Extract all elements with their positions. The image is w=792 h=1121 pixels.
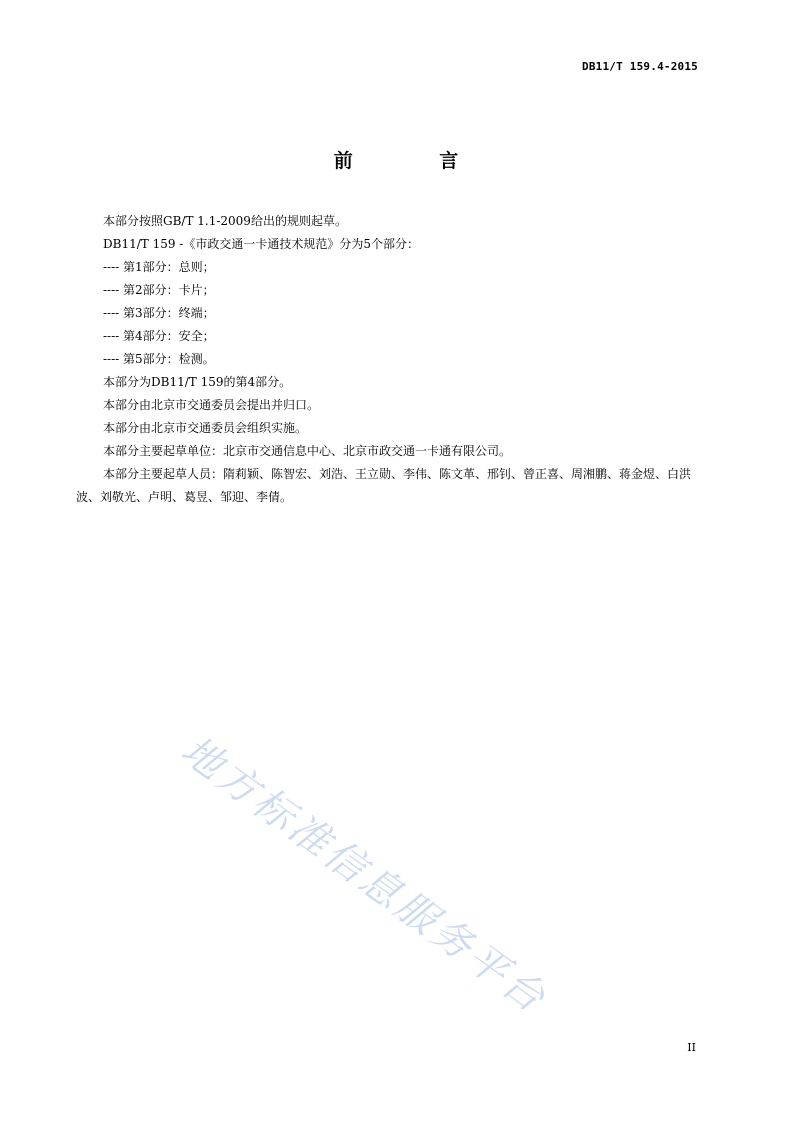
paragraph-proposed-by: 本部分由北京市交通委员会提出并归口。 [103, 398, 320, 412]
page-title: 前 言 [333, 150, 499, 172]
list-item-part-5: ---- 第5部分：检测。 [103, 352, 215, 366]
list-item-part-4: ---- 第4部分：安全； [103, 329, 215, 343]
page-number: II [687, 1041, 696, 1054]
list-item-part-3: ---- 第3部分：终端； [103, 306, 215, 320]
paragraph-drafting-rule: 本部分按照GB/T 1.1-2009给出的规则起草。 [103, 214, 347, 228]
paragraph-drafting-units: 本部分主要起草单位：北京市交通信息中心、北京市政交通一卡通有限公司。 [103, 444, 512, 458]
paragraph-implemented-by: 本部分由北京市交通委员会组织实施。 [103, 421, 308, 435]
document-body [76, 210, 706, 509]
paragraph-drafters: 本部分主要起草人员：隋莉颖、陈智宏、刘浩、王立勋、李伟、陈文革、邢钊、曾正喜、周湘鹏、蒋金煜、白洪波、刘敬光、卢明、葛昱、邹迎、李倩。 [76, 467, 692, 504]
watermark: 地方标准信息服务平台 [172, 727, 556, 1024]
paragraph-this-part: 本部分为DB11/T 159的第4部分。 [103, 375, 292, 389]
document-code: DB11/T 159.4-2015 [582, 60, 698, 73]
paragraph-parts-intro: DB11/T 159 -《市政交通一卡通技术规范》分为5个部分： [103, 237, 419, 251]
list-item-part-1: ---- 第1部分：总则； [103, 260, 215, 274]
list-item-part-2: ---- 第2部分：卡片； [103, 283, 215, 297]
